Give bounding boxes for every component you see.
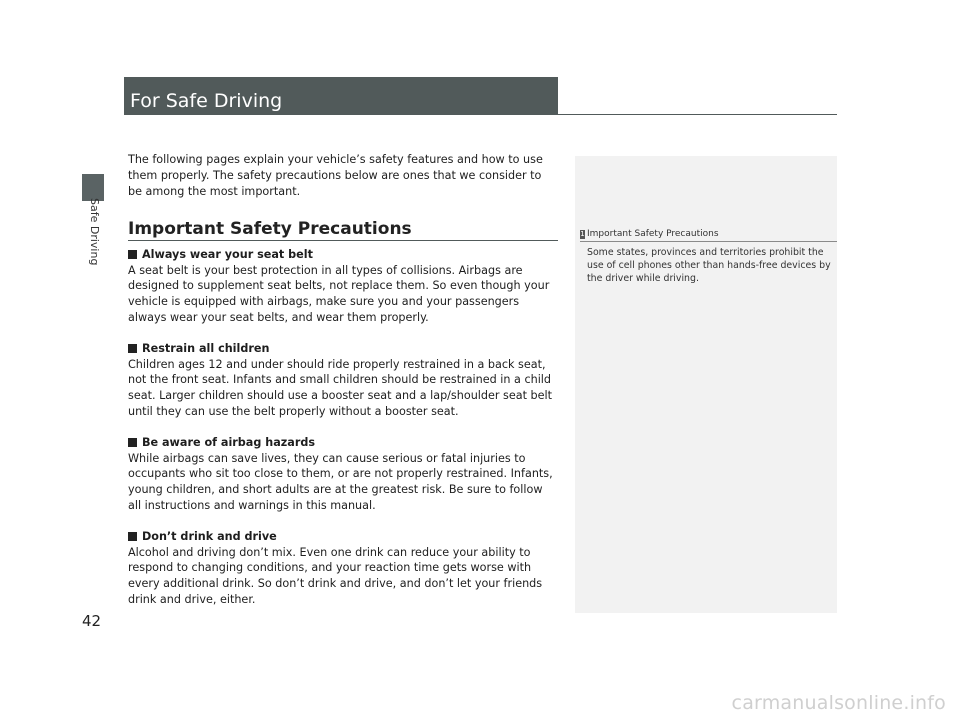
- precaution-heading: [128, 435, 558, 451]
- precaution-item: [128, 435, 558, 514]
- precaution-item: [128, 529, 558, 608]
- precaution-item: [128, 247, 558, 326]
- precaution-heading: [128, 341, 558, 357]
- precaution-body: While airbags can save lives, they can cause serious or fatal injuries to occupants who sit too close to them, or are not properly restrained. Infants, young children, and short adults are at the greatest risk. Be sure to follow all instructions and warnings in this manual.: [128, 451, 553, 512]
- bullet-square-icon: [128, 250, 137, 259]
- sidebar-rule: [580, 241, 837, 242]
- reference-marker-icon: 1: [580, 229, 585, 238]
- page-title: For Safe Driving: [124, 77, 558, 115]
- sidebar-note-text: Some states, provinces and territories prohibit the use of cell phones other than hands-free devices by the driver while driving.: [587, 247, 831, 284]
- sidebar-notes-panel: [575, 156, 837, 613]
- sidebar-heading: [580, 229, 837, 239]
- intro-text: The following pages explain your vehicle’s safety features and how to use them properly. The safety precautions below are ones that we consider to be among the most important.: [128, 153, 543, 198]
- precaution-item: [128, 341, 558, 420]
- chapter-tab-label: Safe Driving: [88, 198, 101, 266]
- bullet-square-icon: [128, 532, 137, 541]
- bullet-square-icon: [128, 344, 137, 353]
- section-title: Important Safety Precautions: [128, 219, 412, 239]
- precaution-heading: [128, 247, 558, 263]
- bullet-square-icon: [128, 438, 137, 447]
- precaution-heading-text: Always wear your seat belt: [142, 248, 313, 261]
- title-rule: [558, 114, 837, 115]
- precaution-body: Children ages 12 and under should ride properly restrained in a back seat, not the front seat. Infants and small children should be restrained in a child seat. Larger children should use a booster seat and a lap/shoulder seat belt until they can use the belt properly without a booster seat.: [128, 357, 553, 418]
- precaution-body: Alcohol and driving don’t mix. Even one drink can reduce your ability to respond to changing conditions, and your reaction time gets worse with every additional drink. So don’t drink and drive, and don’t let your friends drink and drive, either.: [128, 545, 543, 606]
- precaution-heading-text: Be aware of airbag hazards: [142, 436, 316, 450]
- sidebar-heading-text: Important Safety Precautions: [587, 229, 719, 239]
- precaution-heading: [128, 529, 558, 545]
- watermark: carmanualsonline.info: [731, 692, 946, 714]
- section-rule: [128, 240, 558, 241]
- chapter-tab-marker: [82, 174, 104, 201]
- precaution-heading-text: Don’t drink and drive: [142, 530, 277, 544]
- precaution-heading-text: Restrain all children: [142, 342, 270, 356]
- precautions-list: [128, 247, 558, 623]
- intro-paragraph: [128, 152, 558, 200]
- page-number: 42: [82, 612, 102, 630]
- precaution-body: A seat belt is your best protection in all types of collisions. Airbags are designed to supplement seat belts, not replace them. So even though your vehicle is equipped with airbags, make sure you and your passengers always wear your seat belts, and wear them properly.: [128, 263, 550, 324]
